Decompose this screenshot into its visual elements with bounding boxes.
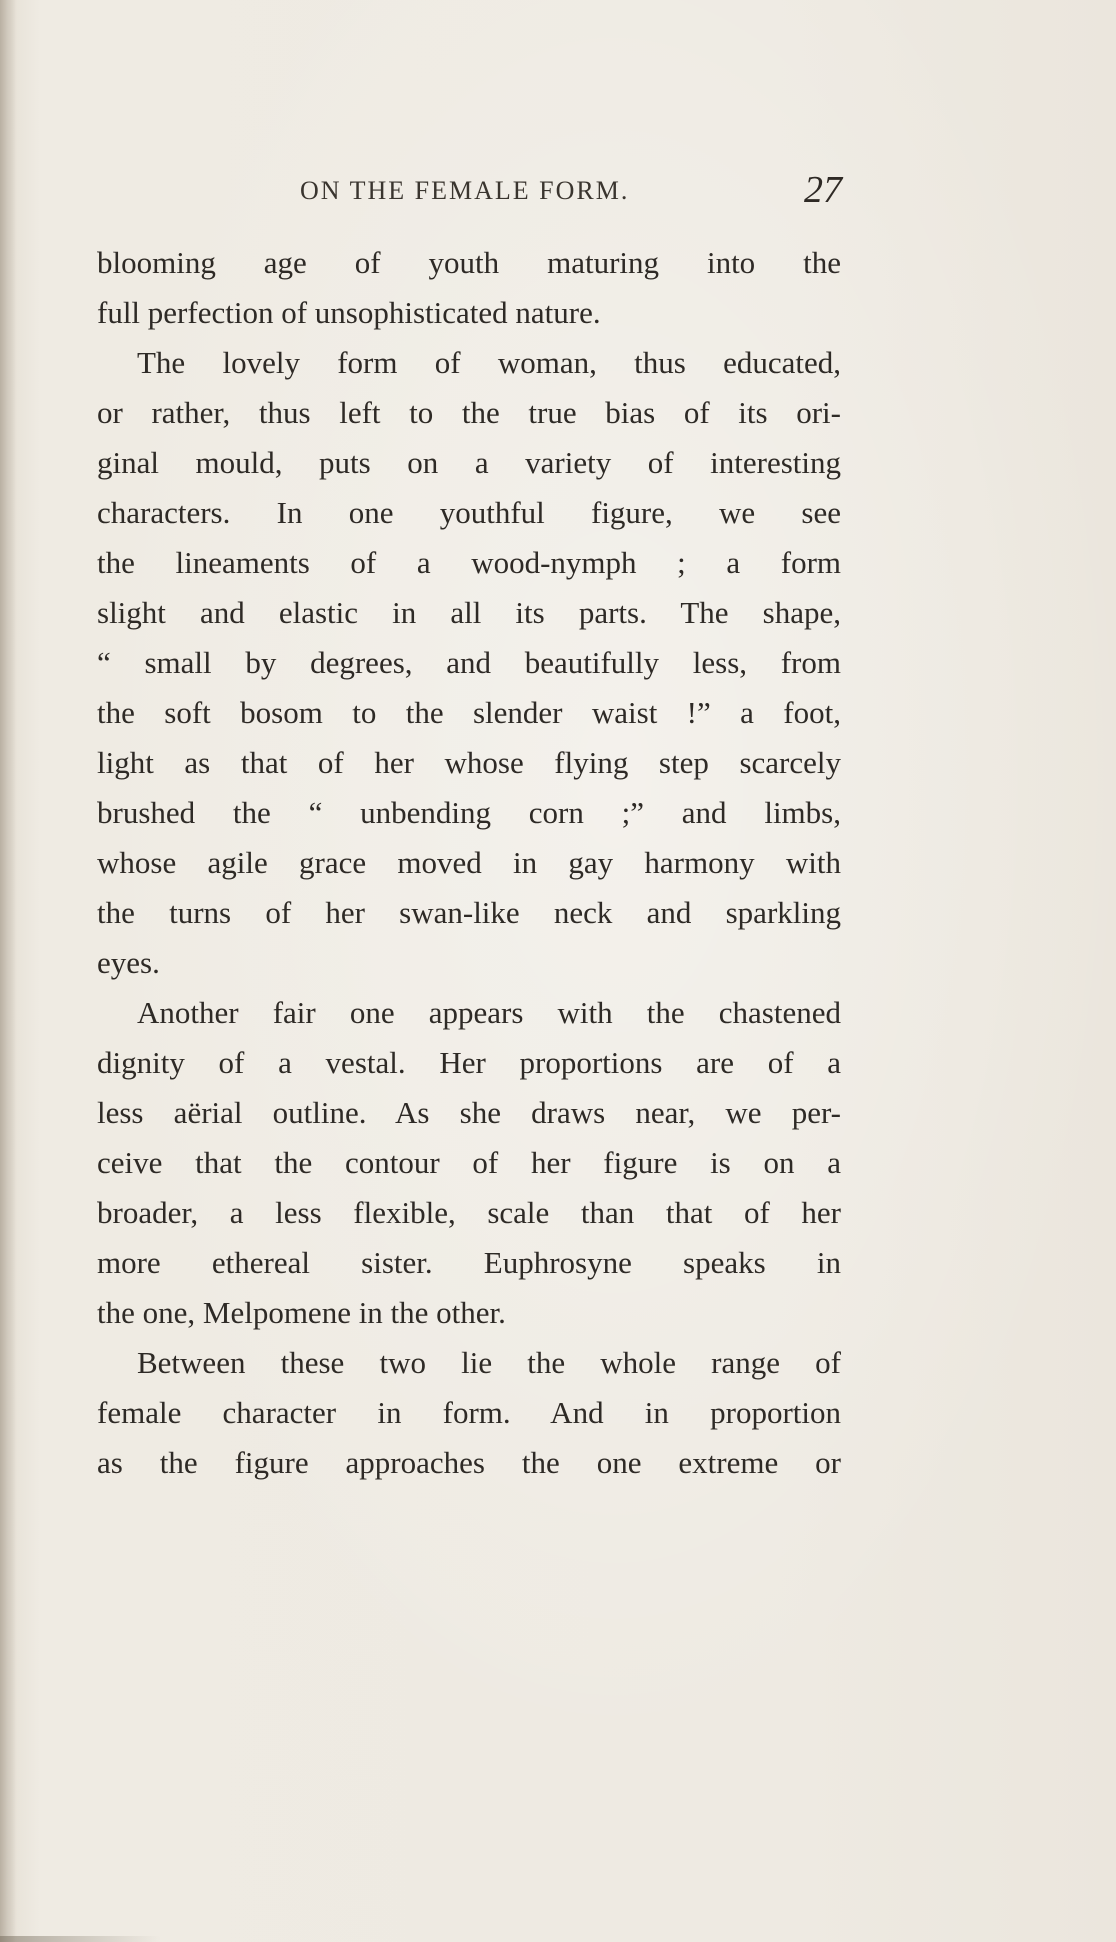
text-line: brushed the “ unbending corn ;” and limbs, — [97, 795, 841, 830]
text-line: characters. In one youthful figure, we see — [97, 495, 841, 530]
text-line: ginal mould, puts on a variety of interesting — [97, 445, 841, 480]
text-line: as the figure approaches the one extreme or — [97, 1445, 841, 1480]
text-line: ceive that the contour of her figure is on a — [97, 1145, 841, 1180]
text-line: eyes. — [97, 945, 160, 980]
page-number: 27 — [804, 169, 842, 211]
page-edge-stain — [0, 1936, 160, 1942]
text-line: slight and elastic in all its parts. The shape, — [97, 595, 841, 630]
text-line: the turns of her swan-like neck and sparkling — [97, 895, 841, 930]
text-line: blooming age of youth maturing into the — [97, 245, 841, 280]
running-title: ON THE FEMALE FORM. — [300, 176, 630, 205]
text-line: the one, Melpomene in the other. — [97, 1295, 506, 1330]
text-line: “ small by degrees, and beautifully less, from — [97, 645, 841, 680]
text-line: The lovely form of woman, thus educated, — [137, 345, 841, 380]
text-line: light as that of her whose flying step scarcely — [97, 745, 841, 780]
text-line: dignity of a vestal. Her proportions are of a — [97, 1045, 841, 1080]
text-line: less aërial outline. As she draws near, we per- — [97, 1095, 841, 1130]
text-line: or rather, thus left to the true bias of its ori- — [97, 395, 841, 430]
text-line: more ethereal sister. Euphrosyne speaks in — [97, 1245, 841, 1280]
text-line: broader, a less flexible, scale than that of her — [97, 1195, 841, 1230]
text-line: whose agile grace moved in gay harmony with — [97, 845, 841, 880]
body-text — [97, 238, 841, 1488]
page-binding-edge — [0, 0, 16, 1942]
text-line: full perfection of unsophisticated nature. — [97, 295, 601, 330]
text-line: the soft bosom to the slender waist !” a foot, — [97, 695, 841, 730]
text-line: Another fair one appears with the chastened — [137, 995, 841, 1030]
text-line: female character in form. And in proportion — [97, 1395, 841, 1430]
running-head — [300, 168, 860, 218]
text-line: the lineaments of a wood-nymph ; a form — [97, 545, 841, 580]
text-line: Between these two lie the whole range of — [137, 1345, 841, 1380]
